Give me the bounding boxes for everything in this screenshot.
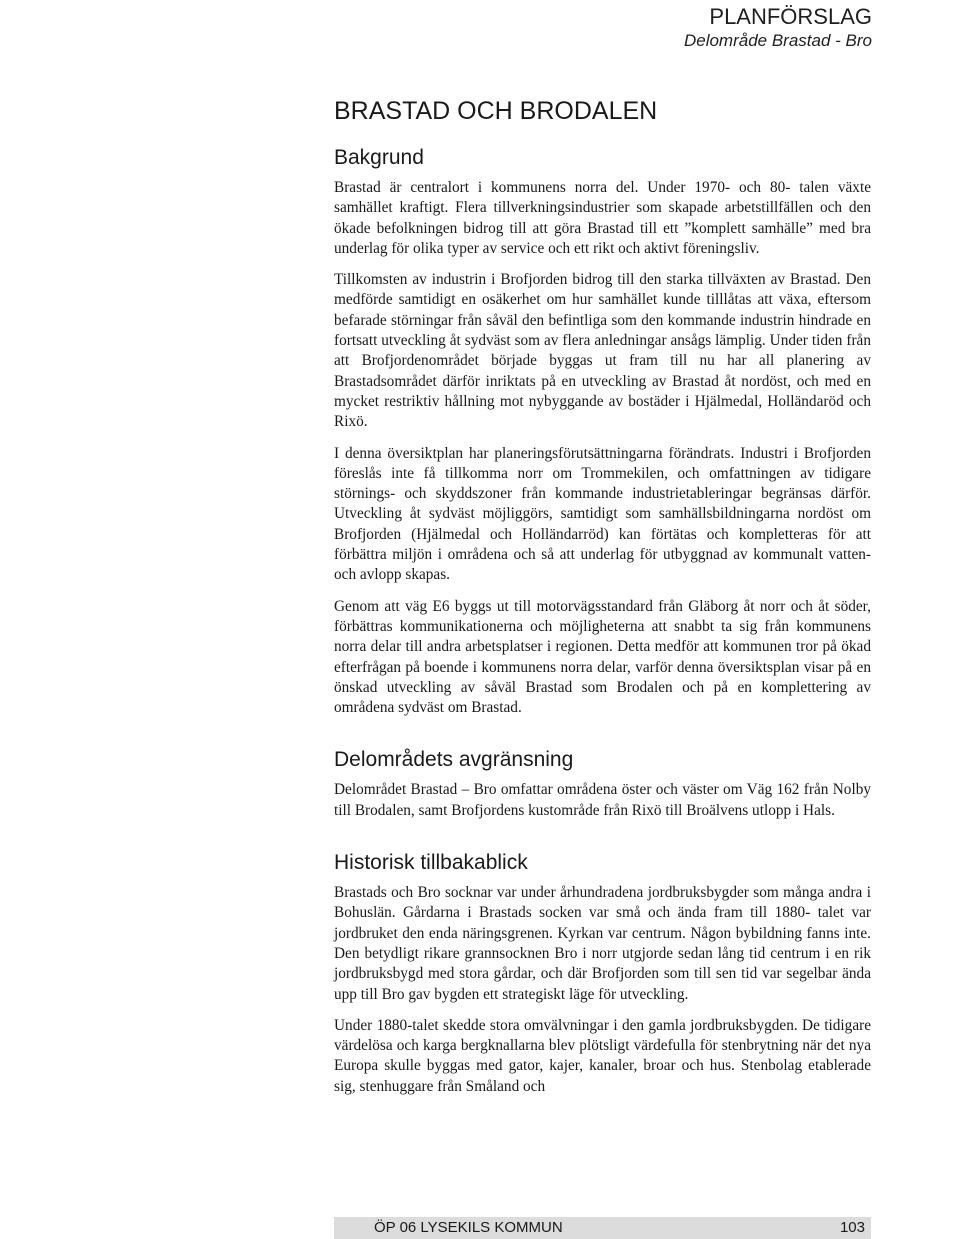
document-type-title: PLANFÖRSLAG <box>709 4 872 29</box>
paragraph: Tillkomsten av industrin i Brofjorden bidrog till den starka tillväxten av Brastad. Den medförde samtidigt en osäkerhet om hur samhället kunde tilllåtas att växa, eftersom befarade störningar från såväl den befintliga som den kommande industrin hindrade en fortsatt utveckling åt sydväst som av flera anledningar ansågs lämplig. Under tiden från att Brofjordenområdet började byggas ut fram till nu har all planering av Brastadsområdet därför inriktats på en utveckling av Brastad åt nordöst, och med en mycket restriktiv hållning mot nybyggande av bostäder i Hjälmedal, Holländaröd och Rixö. <box>334 271 871 431</box>
section-historisk-tillbakablick <box>334 850 871 1097</box>
paragraph: Under 1880-talet skedde stora omvälvningar i den gamla jordbruksbygden. De tidigare värdelösa och karga bergknallarna blev plötsligt värdefulla för stenbrytning när det nya Europa skulle byggas med gator, kajer, kanaler, broar och hus. Stenbolag etablerade sig, stenhuggare från Småland och <box>334 1016 871 1095</box>
section-heading: Historisk tillbakablick <box>334 851 528 875</box>
section-heading: Bakgrund <box>334 146 424 169</box>
page-header <box>684 4 872 52</box>
document-subtitle: Delområde Brastad - Bro <box>683 31 872 50</box>
paragraph: Brastads och Bro socknar var under århundradena jordbruksbygder som många andra i Bohuslän. Gårdarna i Brastads socken var små och ända fram till 1880- talet var jordbruket den enda näringsgrenen. Kyrkan var centrum. Någon bybildning fanns inte. Den betydligt rikare grannsocknen Bro i norr utgjorde sedan lång tid centrum i en rik jordbruksbygd med stora gårdar, och där Brofjorden som till sen tid var segelbar ända upp till Bro gav bygden ett strategiskt läge för utveckling. <box>334 884 871 1003</box>
footer-label: ÖP 06 LYSEKILS KOMMUN <box>374 1219 563 1236</box>
page-title: BRASTAD OCH BRODALEN <box>334 97 658 125</box>
section-bakgrund <box>334 145 871 718</box>
paragraph: Delområdet Brastad – Bro omfattar områdena öster och väster om Väg 162 från Nolby till Brodalen, samt Brofjordens kustområde från Rixö till Broälvens utlopp i Hals. <box>334 781 871 819</box>
main-content <box>334 95 871 1108</box>
section-avgransning <box>334 747 871 821</box>
paragraph: Genom att väg E6 byggs ut till motorvägsstandard från Gläborg åt norr och åt söder, förbättras kommunikationerna och möjligheterna att snabbt ta sig från kommunens norra delar till andra arbetsplatser i regionen. Detta medför att kommunen tror på ökad efterfrågan på boende i kommunens norra delar, varför denna översiktsplan visar på en önskad utveckling av såväl Brastad som Brodalen och på en komplettering av områdena sydväst om Brastad. <box>334 597 871 717</box>
paragraph: Brastad är centralort i kommunens norra del. Under 1970- och 80- talen växte samhället kraftigt. Flera tillverkningsindustrier som skapade arbetstillfällen och den ökade befolkningen bidrog till att göra Brastad till ett ”komplett samhälle” med bra underlag för olika typer av service och ett rikt och aktivt föreningsliv. <box>334 179 871 257</box>
page-footer <box>334 1217 871 1239</box>
section-heading: Delområdets avgränsning <box>334 748 574 772</box>
page-number: 103 <box>839 1219 865 1236</box>
paragraph: I denna översiktplan har planeringsförutsättningarna förändrats. Industri i Brofjorden föreslås inte få tillkomma norr om Trommekilen, och omfattningen av tidigare störnings- och skyddszoner från kommande industrietableringar begränsas därför. Utveckling åt sydväst möjliggörs, samtidigt som samhällsbildningarna nordöst om Brofjorden (Hjälmedal och Holländarröd) kan förtätas och kompletteras för att förbättra miljön i områdena och så att underlag för utbyggnad av kommunalt vatten- och avlopp skapas. <box>334 444 871 584</box>
